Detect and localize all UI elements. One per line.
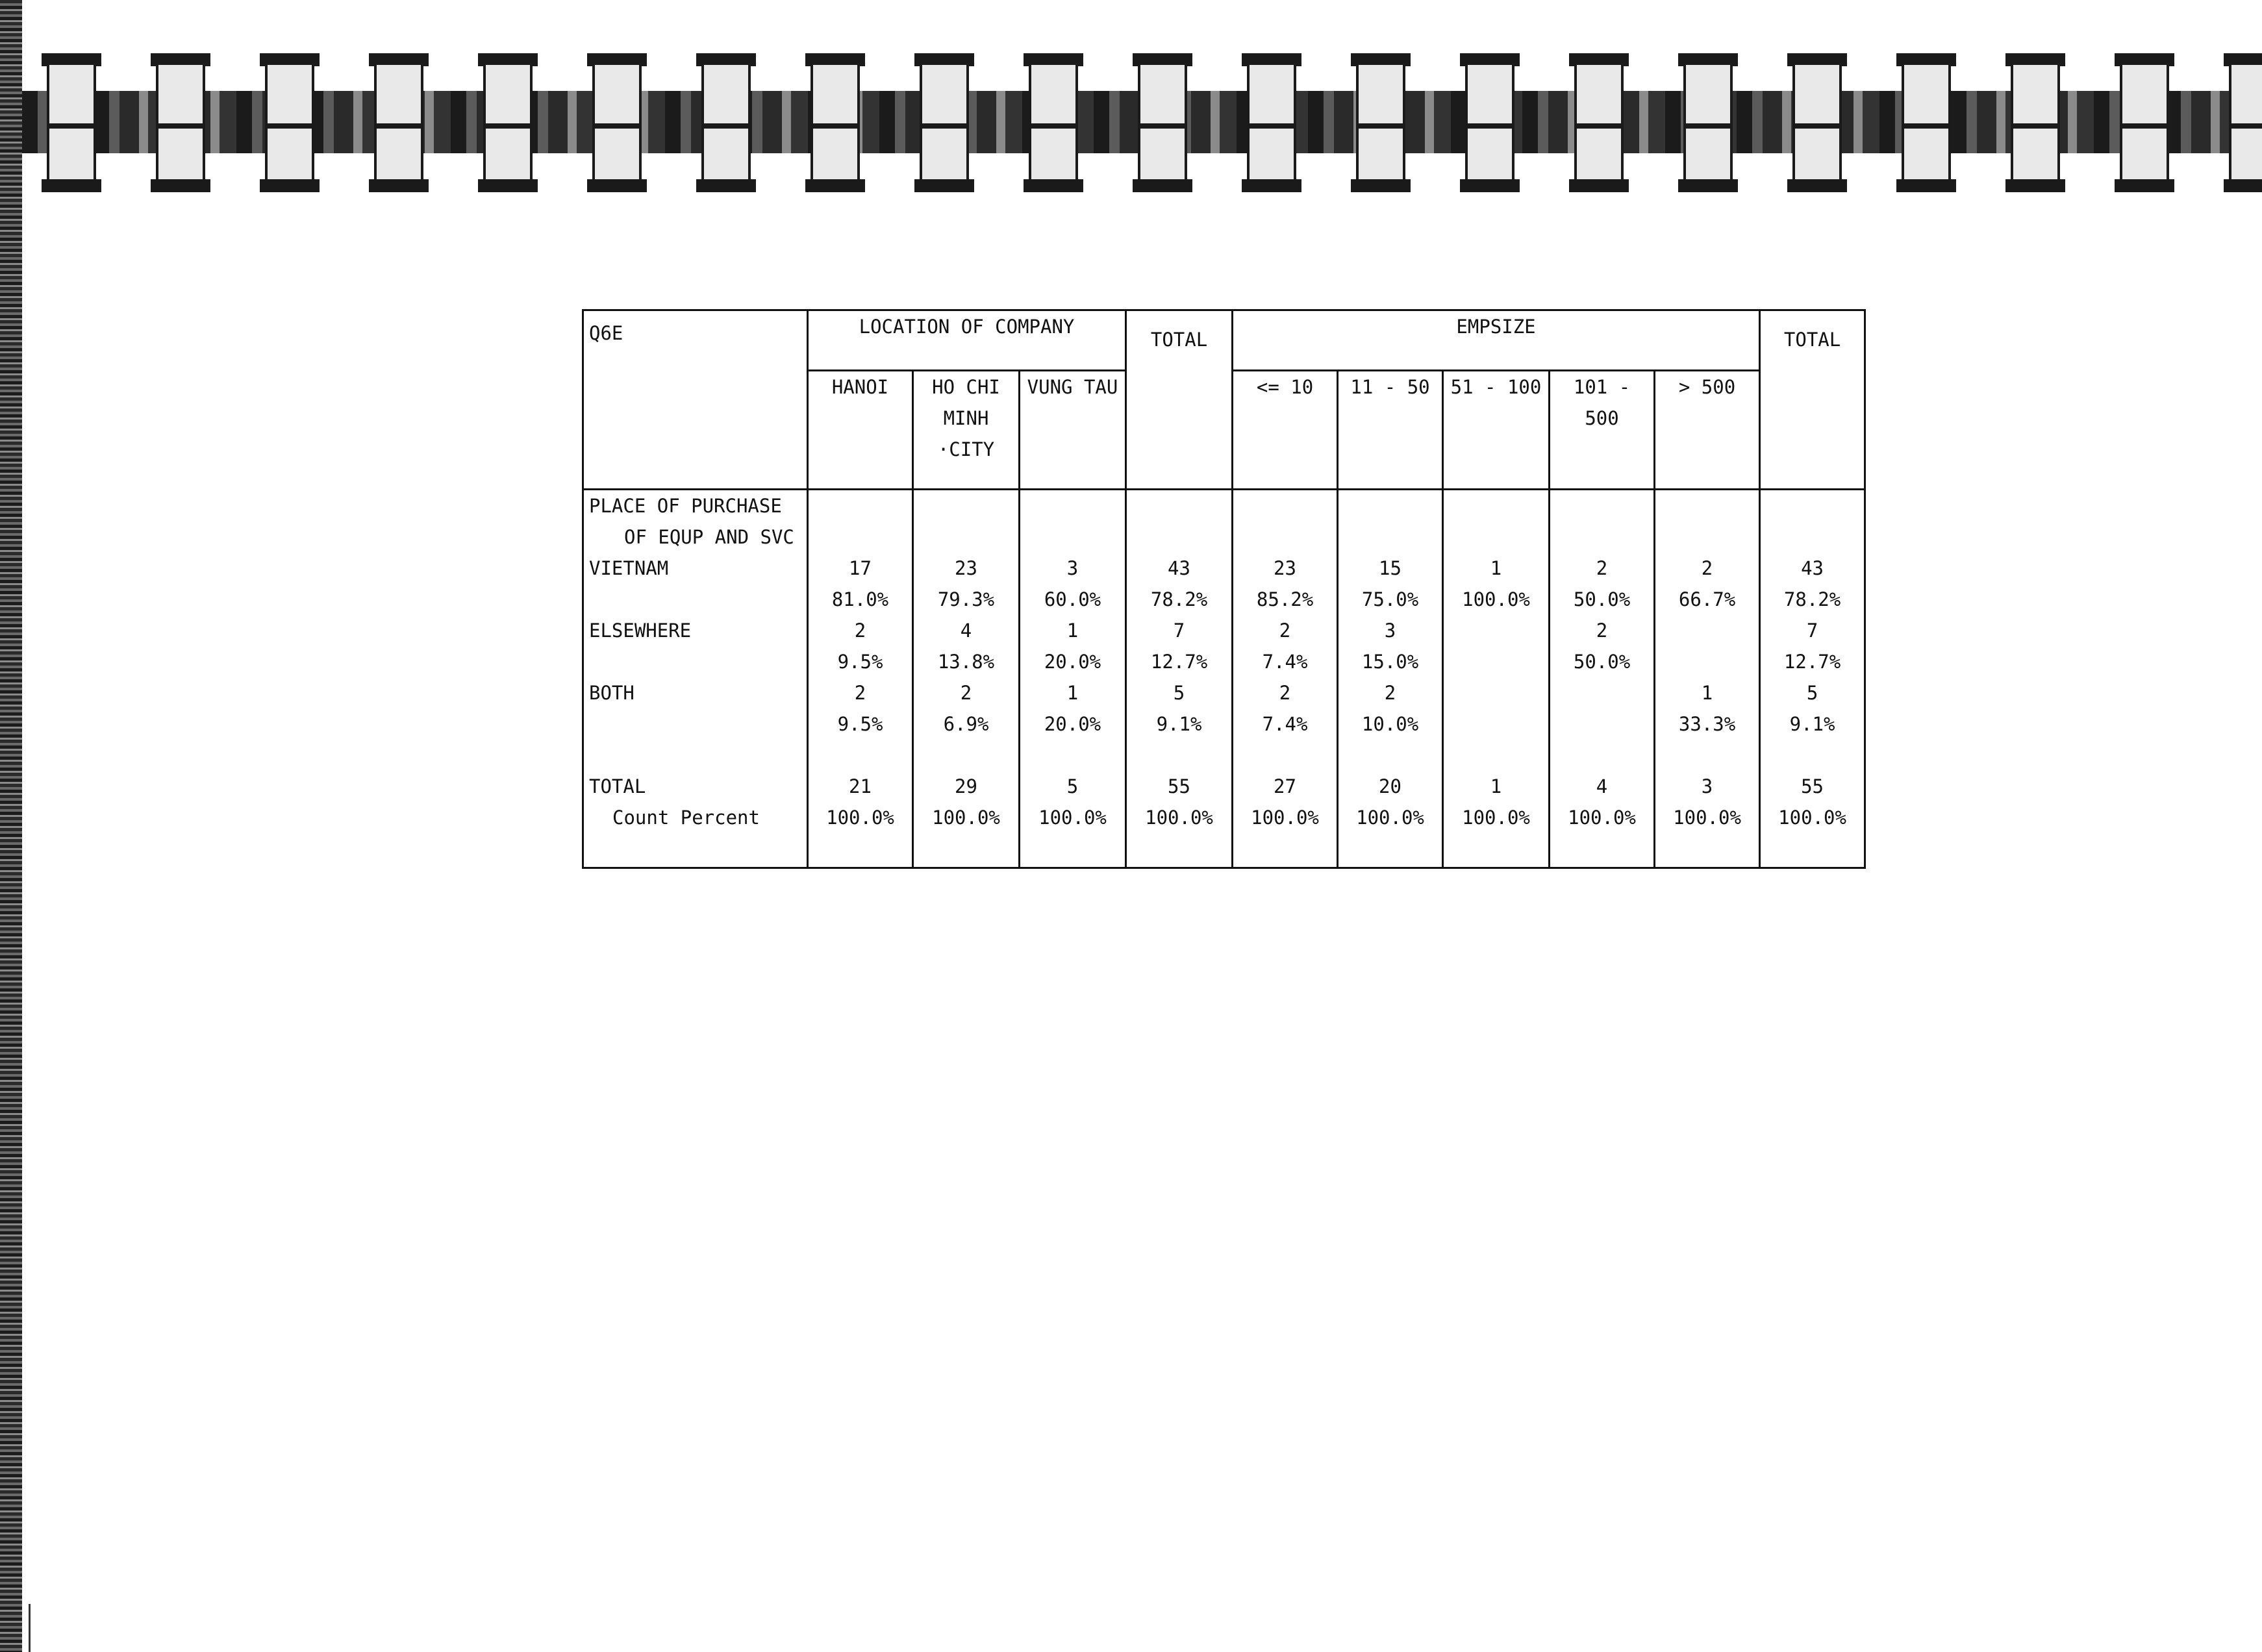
cell-count [1449,615,1543,646]
cell-count: 21 [849,775,872,797]
cell-percent: 66.7% [1678,588,1736,610]
cell-count: 4 [960,620,972,642]
cell-percent: 100.0% [1145,807,1213,829]
cell-percent: 50.0% [1573,651,1631,673]
data-column [1655,490,1760,868]
cell-percent: 100.0% [1673,807,1741,829]
header-location: LOCATION OF COMPANY [808,310,1126,371]
binding-ring [914,53,974,192]
cell-percent: 50.0% [1573,588,1631,610]
cell-count: 3 [1701,775,1713,797]
cell-percent: 10.0% [1361,713,1419,735]
data-column [1443,490,1550,868]
cell-count: 2 [854,620,866,642]
corner-label: Q6E [583,310,808,490]
cell-percent: 100.0% [1462,807,1530,829]
cell-percent: 100.0% [1251,807,1319,829]
cell-percent [1449,708,1543,740]
cell-count: 1 [1490,557,1502,579]
cell-percent: 78.2% [1783,588,1841,610]
cell-count: 43 [1168,557,1190,579]
binding-ring [151,53,210,192]
cell-count: 3 [1066,557,1079,579]
cell-percent: 100.0% [1038,807,1107,829]
cell-count: 15 [1379,557,1401,579]
binding-ring [1242,53,1301,192]
binding-ring [478,53,538,192]
row-labels [583,490,808,868]
cell-count: 23 [955,557,977,579]
cell-count: 55 [1801,775,1824,797]
col-header-emp-le10: <= 10 [1233,371,1338,490]
cell-percent: 100.0% [932,807,1000,829]
cell-percent: 78.2% [1150,588,1208,610]
cell-percent: 9.5% [837,651,883,673]
cell-percent: 81.0% [831,588,889,610]
cell-percent: 79.3% [937,588,995,610]
cell-percent: 33.3% [1678,713,1736,735]
cell-percent: 75.0% [1361,588,1419,610]
col-header-emp-gt500: > 500 [1655,371,1760,490]
cell-count: 5 [1173,682,1185,704]
cell-percent: 9.5% [837,713,883,735]
cell-count: 2 [1596,557,1608,579]
row-heading-line-1: PLACE OF PURCHASE [589,495,782,517]
cell-count: 2 [1384,682,1396,704]
cell-percent: 20.0% [1044,713,1101,735]
cell-count: 2 [1279,620,1291,642]
cell-count: 55 [1168,775,1190,797]
cell-count: 1 [1701,682,1713,704]
cell-count: 1 [1490,775,1502,797]
spiral-binding [22,26,2262,201]
row-heading-line-2: OF EQUP AND SVC [624,526,794,548]
cell-percent: 100.0% [826,807,894,829]
cell-count: 29 [955,775,977,797]
cell-percent: 6.9% [943,713,989,735]
cell-count: 2 [854,682,866,704]
header-total-1: TOTAL [1126,310,1233,490]
cell-percent: 13.8% [937,651,995,673]
data-column [808,490,913,868]
cell-percent: 7.4% [1262,713,1308,735]
binding-ring [587,53,647,192]
binding-ring [1024,53,1083,192]
data-column [1126,490,1233,868]
cell-count: 4 [1596,775,1608,797]
cell-count: 7 [1806,620,1818,642]
cell-percent: 100.0% [1778,807,1846,829]
cell-count [1555,677,1648,708]
cell-count: 17 [849,557,872,579]
cell-count: 2 [1596,620,1608,642]
cell-percent: 15.0% [1361,651,1419,673]
cell-percent: 85.2% [1256,588,1314,610]
data-column [1020,490,1126,868]
binding-ring [42,53,101,192]
binding-ring [1351,53,1411,192]
cell-percent [1661,646,1753,677]
binding-ring [2115,53,2174,192]
binding-ring [369,53,429,192]
binding-ring [805,53,865,192]
binding-ring [1678,53,1738,192]
binding-ring [1787,53,1847,192]
cell-count: 3 [1384,620,1396,642]
data-column [1760,490,1865,868]
binding-ring [1569,53,1629,192]
header-empsize: EMPSIZE [1233,310,1760,371]
data-column [913,490,1020,868]
col-header-emp-11-50: 11 - 50 [1338,371,1443,490]
col-header-hanoi: HANOI [808,371,913,490]
col-header-vung-tau: VUNG TAU [1020,371,1126,490]
scan-left-edge [0,0,22,1652]
cell-count: 5 [1066,775,1079,797]
crosstab-table [582,309,1866,869]
header-total-2: TOTAL [1760,310,1865,490]
cell-percent: 12.7% [1783,651,1841,673]
cell-count [1449,677,1543,708]
cell-count: 20 [1379,775,1401,797]
cell-count: 7 [1173,620,1185,642]
cell-count: 1 [1066,620,1079,642]
cell-count: 5 [1806,682,1818,704]
cell-count: 2 [960,682,972,704]
cell-percent: 7.4% [1262,651,1308,673]
cell-percent [1449,646,1543,677]
cell-percent: 9.1% [1156,713,1202,735]
cell-percent: 60.0% [1044,588,1101,610]
binding-ring [696,53,756,192]
data-column [1338,490,1443,868]
cell-count: 27 [1274,775,1296,797]
row-label-both: BOTH [589,682,635,704]
binding-ring [2005,53,2065,192]
col-header-emp-101-500: 101 - 500 [1550,371,1655,490]
binding-ring [1133,53,1192,192]
cell-percent: 20.0% [1044,651,1101,673]
binding-ring [2224,53,2262,192]
cell-percent: 9.1% [1789,713,1835,735]
col-header-hcmc: HO CHI MINH ·CITY [913,371,1020,490]
binding-ring [1896,53,1956,192]
cell-count: 2 [1279,682,1291,704]
cell-count: 43 [1801,557,1824,579]
cell-percent: 100.0% [1462,588,1530,610]
cell-percent [1555,708,1648,740]
binding-ring [1460,53,1520,192]
cell-count [1661,615,1753,646]
row-label-total: TOTAL [589,775,646,797]
cell-count: 2 [1701,557,1713,579]
cell-percent: 100.0% [1568,807,1636,829]
cell-count: 1 [1066,682,1079,704]
row-label-elsewhere: ELSEWHERE [589,620,692,642]
row-label-count-percent: Count Percent [612,807,760,829]
cell-percent: 12.7% [1150,651,1208,673]
cell-percent: 100.0% [1356,807,1424,829]
scan-left-mark [29,1604,31,1652]
row-label-vietnam: VIETNAM [589,557,669,579]
binding-ring [260,53,320,192]
cell-count: 23 [1274,557,1296,579]
col-header-emp-51-100: 51 - 100 [1443,371,1550,490]
data-column [1550,490,1655,868]
data-column [1233,490,1338,868]
